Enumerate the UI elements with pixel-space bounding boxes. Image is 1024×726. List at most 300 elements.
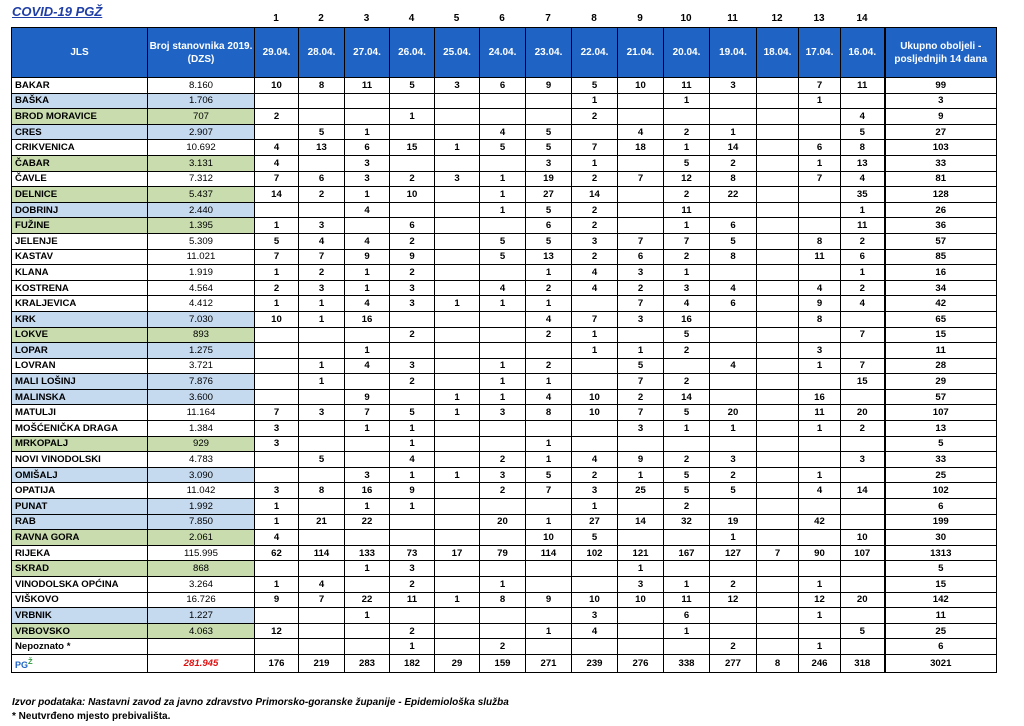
case-count-cell — [664, 639, 710, 655]
table-row — [12, 358, 997, 374]
case-count-cell: 5 — [710, 233, 757, 249]
column-number: 9 — [637, 13, 643, 24]
case-count-cell: 1 — [664, 577, 710, 593]
column-number: 3 — [363, 13, 370, 24]
case-count-cell — [664, 561, 710, 577]
case-count-cell: 5 — [618, 358, 664, 374]
case-count-cell: 6 — [618, 249, 664, 265]
case-count-cell — [841, 389, 885, 405]
case-count-cell — [572, 124, 618, 140]
column-number: 1 — [273, 13, 279, 24]
case-count-cell — [618, 155, 664, 171]
case-count-cell: 6 — [526, 218, 572, 234]
case-count-cell: 4 — [710, 358, 757, 374]
population-cell: 7.850 — [148, 514, 255, 530]
case-count-cell — [255, 452, 299, 468]
case-count-cell: 1 — [480, 171, 526, 187]
population-cell: 7.876 — [148, 374, 255, 390]
case-count-cell: 2 — [664, 124, 710, 140]
table-row — [12, 343, 997, 359]
case-count-cell: 27 — [572, 514, 618, 530]
population-total: 281.945 — [148, 654, 255, 672]
case-count-cell: 1 — [435, 467, 480, 483]
case-count-cell — [526, 109, 572, 125]
case-count-cell: 8 — [799, 233, 841, 249]
case-count-cell: 8 — [710, 249, 757, 265]
population-cell: 1.395 — [148, 218, 255, 234]
municipality-name: DELNICE — [12, 187, 148, 203]
case-count-cell — [799, 499, 841, 515]
case-count-cell: 22 — [345, 514, 390, 530]
day-total-cell: 239 — [572, 654, 618, 672]
row-total-cell: 29 — [885, 374, 997, 390]
case-count-cell: 1 — [526, 374, 572, 390]
table-row — [12, 421, 997, 437]
case-count-cell: 1 — [480, 389, 526, 405]
case-count-cell: 13 — [299, 140, 345, 156]
row-total-cell: 11 — [885, 608, 997, 624]
case-count-cell: 3 — [618, 421, 664, 437]
case-count-cell: 2 — [841, 233, 885, 249]
case-count-cell: 90 — [799, 545, 841, 561]
case-count-cell — [480, 218, 526, 234]
page-title: COVID-19 PGŽ — [12, 4, 103, 19]
municipality-name: KRALJEVICA — [12, 296, 148, 312]
table-row — [12, 514, 997, 530]
case-count-cell: 2 — [572, 171, 618, 187]
case-count-cell: 7 — [618, 233, 664, 249]
case-count-cell: 1 — [526, 296, 572, 312]
case-count-cell: 9 — [345, 249, 390, 265]
column-number: 4 — [408, 13, 415, 24]
case-count-cell: 5 — [526, 124, 572, 140]
case-count-cell: 1 — [480, 202, 526, 218]
row-total-cell: 1313 — [885, 545, 997, 561]
population-cell: 115.995 — [148, 545, 255, 561]
row-total-cell: 9 — [885, 109, 997, 125]
case-count-cell — [526, 93, 572, 109]
population-cell: 2.061 — [148, 530, 255, 546]
case-count-cell: 5 — [255, 233, 299, 249]
case-count-cell: 3 — [572, 233, 618, 249]
case-count-cell — [757, 389, 799, 405]
case-count-cell — [435, 561, 480, 577]
municipality-name: KOSTRENA — [12, 280, 148, 296]
case-count-cell: 114 — [299, 545, 345, 561]
case-count-cell — [345, 623, 390, 639]
table-row — [12, 280, 997, 296]
case-count-cell: 3 — [618, 311, 664, 327]
header-date: 25.04. — [435, 28, 480, 78]
population-cell: 1.919 — [148, 265, 255, 281]
case-count-cell: 1 — [435, 140, 480, 156]
case-count-cell — [757, 280, 799, 296]
case-count-cell: 1 — [390, 639, 435, 655]
case-count-cell — [841, 561, 885, 577]
case-count-cell: 8 — [799, 311, 841, 327]
case-count-cell: 3 — [526, 155, 572, 171]
case-count-cell: 11 — [841, 78, 885, 94]
row-total-cell: 6 — [885, 639, 997, 655]
case-count-cell: 35 — [841, 187, 885, 203]
case-count-cell: 3 — [299, 280, 345, 296]
case-count-cell: 1 — [799, 155, 841, 171]
case-count-cell: 7 — [841, 327, 885, 343]
case-count-cell: 1 — [255, 265, 299, 281]
case-count-cell — [757, 639, 799, 655]
case-count-cell — [618, 187, 664, 203]
case-count-cell: 1 — [664, 140, 710, 156]
case-count-cell: 1 — [572, 327, 618, 343]
table-row — [12, 249, 997, 265]
case-count-cell — [299, 561, 345, 577]
case-count-cell — [618, 639, 664, 655]
case-count-cell: 10 — [618, 592, 664, 608]
municipality-name: KLANA — [12, 265, 148, 281]
case-count-cell — [757, 358, 799, 374]
case-count-cell: 3 — [255, 421, 299, 437]
case-count-cell — [618, 530, 664, 546]
case-count-cell — [799, 265, 841, 281]
case-count-cell: 1 — [664, 265, 710, 281]
case-count-cell: 3 — [480, 405, 526, 421]
case-count-cell: 1 — [799, 467, 841, 483]
row-total-cell: 25 — [885, 467, 997, 483]
column-number: 2 — [318, 13, 324, 24]
row-total-cell: 57 — [885, 233, 997, 249]
case-count-cell: 3 — [255, 436, 299, 452]
case-count-cell: 1 — [799, 608, 841, 624]
case-count-cell — [710, 561, 757, 577]
case-count-cell — [435, 343, 480, 359]
municipality-name: ČAVLE — [12, 171, 148, 187]
case-count-cell: 7 — [799, 78, 841, 94]
municipality-name: CRIKVENICA — [12, 140, 148, 156]
case-count-cell — [799, 124, 841, 140]
case-count-cell — [618, 109, 664, 125]
population-cell: 8.160 — [148, 78, 255, 94]
municipality-name: OPATIJA — [12, 483, 148, 499]
table-row — [12, 233, 997, 249]
municipality-name: MALI LOŠINJ — [12, 374, 148, 390]
case-count-cell: 1 — [345, 561, 390, 577]
row-total-cell: 65 — [885, 311, 997, 327]
case-count-cell: 27 — [526, 187, 572, 203]
municipality-name: RAB — [12, 514, 148, 530]
case-count-cell: 4 — [526, 311, 572, 327]
day-total-cell: 8 — [757, 654, 799, 672]
case-count-cell — [255, 467, 299, 483]
case-count-cell: 5 — [480, 233, 526, 249]
case-count-cell: 12 — [799, 592, 841, 608]
case-count-cell: 3 — [390, 561, 435, 577]
case-count-cell: 10 — [572, 405, 618, 421]
case-count-cell: 1 — [390, 109, 435, 125]
municipality-name: BROD MORAVICE — [12, 109, 148, 125]
case-count-cell: 4 — [841, 296, 885, 312]
case-count-cell: 3 — [345, 155, 390, 171]
case-count-cell: 7 — [618, 405, 664, 421]
case-count-cell: 1 — [799, 639, 841, 655]
population-cell: 4.783 — [148, 452, 255, 468]
day-total-cell: 246 — [799, 654, 841, 672]
municipality-name: MRKOPALJ — [12, 436, 148, 452]
case-count-cell: 2 — [841, 280, 885, 296]
case-count-cell: 2 — [710, 155, 757, 171]
row-total-cell: 28 — [885, 358, 997, 374]
case-count-cell: 5 — [480, 140, 526, 156]
case-count-cell: 4 — [255, 530, 299, 546]
case-count-cell: 3 — [572, 608, 618, 624]
day-total-cell: 182 — [390, 654, 435, 672]
case-count-cell: 17 — [435, 545, 480, 561]
population-cell: 3.600 — [148, 389, 255, 405]
grand-total-cell: 3021 — [885, 654, 997, 672]
case-count-cell — [799, 530, 841, 546]
case-count-cell: 16 — [345, 311, 390, 327]
case-count-cell — [664, 109, 710, 125]
case-count-cell: 1 — [435, 592, 480, 608]
case-count-cell — [480, 499, 526, 515]
case-count-cell — [435, 577, 480, 593]
case-count-cell: 16 — [664, 311, 710, 327]
day-total-cell: 29 — [435, 654, 480, 672]
case-count-cell: 1 — [255, 296, 299, 312]
case-count-cell: 14 — [710, 140, 757, 156]
day-total-cell: 338 — [664, 654, 710, 672]
case-count-cell — [710, 265, 757, 281]
case-count-cell: 1 — [480, 374, 526, 390]
case-count-cell: 4 — [572, 452, 618, 468]
row-total-cell: 15 — [885, 577, 997, 593]
case-count-cell: 1 — [618, 343, 664, 359]
case-count-cell — [757, 374, 799, 390]
case-count-cell — [435, 109, 480, 125]
case-count-cell: 102 — [572, 545, 618, 561]
row-total-cell: 34 — [885, 280, 997, 296]
row-total-cell: 30 — [885, 530, 997, 546]
case-count-cell: 18 — [618, 140, 664, 156]
case-count-cell: 19 — [710, 514, 757, 530]
population-cell: 11.164 — [148, 405, 255, 421]
case-count-cell — [757, 561, 799, 577]
case-count-cell: 3 — [255, 483, 299, 499]
case-count-cell — [435, 452, 480, 468]
case-count-cell: 15 — [390, 140, 435, 156]
case-count-cell: 62 — [255, 545, 299, 561]
population-cell: 1.706 — [148, 93, 255, 109]
case-count-cell: 1 — [841, 265, 885, 281]
source-note: Izvor podataka: Nastavni zavod za javno zdravstvo Primorsko-goranske županije - Epidemiološka služba — [12, 697, 509, 708]
table-row — [12, 218, 997, 234]
header-date: 23.04. — [526, 28, 572, 78]
case-count-cell: 4 — [618, 124, 664, 140]
case-count-cell: 2 — [299, 187, 345, 203]
case-count-cell: 7 — [255, 249, 299, 265]
case-count-cell: 4 — [299, 577, 345, 593]
case-count-cell: 4 — [572, 623, 618, 639]
case-count-cell — [757, 140, 799, 156]
case-count-cell — [799, 109, 841, 125]
case-count-cell: 1 — [345, 124, 390, 140]
case-count-cell — [757, 155, 799, 171]
case-count-cell: 2 — [841, 421, 885, 437]
case-count-cell: 6 — [799, 140, 841, 156]
case-count-cell: 2 — [390, 577, 435, 593]
case-count-cell — [757, 265, 799, 281]
case-count-cell: 11 — [390, 592, 435, 608]
case-count-cell — [299, 499, 345, 515]
case-count-cell — [255, 608, 299, 624]
population-cell: 3.264 — [148, 577, 255, 593]
case-count-cell: 1 — [526, 265, 572, 281]
case-count-cell: 1 — [480, 187, 526, 203]
case-count-cell — [841, 577, 885, 593]
case-count-cell: 4 — [841, 171, 885, 187]
case-count-cell — [255, 561, 299, 577]
case-count-cell: 5 — [664, 483, 710, 499]
case-count-cell: 1 — [526, 452, 572, 468]
case-count-cell — [480, 623, 526, 639]
case-count-cell: 15 — [841, 374, 885, 390]
case-count-cell — [572, 296, 618, 312]
row-total-cell: 3 — [885, 93, 997, 109]
case-count-cell — [841, 311, 885, 327]
case-count-cell: 1 — [345, 608, 390, 624]
table-row — [12, 467, 997, 483]
case-count-cell: 5 — [480, 249, 526, 265]
case-count-cell — [757, 608, 799, 624]
table-row — [12, 202, 997, 218]
column-number: 13 — [813, 13, 825, 24]
case-count-cell: 14 — [255, 187, 299, 203]
case-count-cell: 1 — [345, 499, 390, 515]
case-count-cell: 127 — [710, 545, 757, 561]
case-count-cell: 79 — [480, 545, 526, 561]
header-population: Broj stanovnika 2019. (DZS) — [148, 28, 255, 78]
case-count-cell: 4 — [345, 296, 390, 312]
case-count-cell — [841, 514, 885, 530]
case-count-cell — [664, 436, 710, 452]
case-count-cell: 6 — [390, 218, 435, 234]
day-total-cell: 219 — [299, 654, 345, 672]
case-count-cell — [299, 530, 345, 546]
case-count-cell — [255, 639, 299, 655]
case-count-cell — [435, 639, 480, 655]
case-count-cell: 3 — [435, 171, 480, 187]
case-count-cell — [618, 499, 664, 515]
case-count-cell: 7 — [299, 592, 345, 608]
case-count-cell: 8 — [299, 78, 345, 94]
table-row — [12, 483, 997, 499]
case-count-cell — [480, 608, 526, 624]
row-total-cell: 26 — [885, 202, 997, 218]
case-count-cell: 1 — [345, 280, 390, 296]
case-count-cell: 21 — [299, 514, 345, 530]
case-count-cell: 2 — [572, 202, 618, 218]
case-count-cell: 5 — [572, 78, 618, 94]
case-count-cell: 11 — [664, 202, 710, 218]
case-count-cell — [757, 436, 799, 452]
table-row — [12, 374, 997, 390]
case-count-cell: 5 — [526, 233, 572, 249]
case-count-cell — [435, 249, 480, 265]
case-count-cell — [255, 327, 299, 343]
case-count-cell: 19 — [526, 171, 572, 187]
case-count-cell: 2 — [572, 218, 618, 234]
population-cell: 11.021 — [148, 249, 255, 265]
case-count-cell — [299, 623, 345, 639]
case-count-cell — [435, 93, 480, 109]
case-count-cell — [799, 623, 841, 639]
case-count-cell — [255, 93, 299, 109]
case-count-cell: 5 — [526, 140, 572, 156]
case-count-cell — [757, 421, 799, 437]
case-count-cell — [757, 577, 799, 593]
case-count-cell: 3 — [710, 78, 757, 94]
case-count-cell — [480, 421, 526, 437]
case-count-cell — [572, 577, 618, 593]
case-count-cell: 7 — [757, 545, 799, 561]
column-number: 12 — [771, 13, 783, 24]
case-count-cell — [390, 93, 435, 109]
municipality-name: OMIŠALJ — [12, 467, 148, 483]
case-count-cell: 11 — [345, 78, 390, 94]
case-count-cell: 4 — [710, 280, 757, 296]
table-row — [12, 405, 997, 421]
column-number: 5 — [453, 13, 460, 24]
case-count-cell: 2 — [572, 467, 618, 483]
municipality-name: Nepoznato * — [12, 639, 148, 655]
case-count-cell — [710, 374, 757, 390]
case-count-cell — [299, 93, 345, 109]
case-count-cell: 1 — [618, 467, 664, 483]
case-count-cell — [572, 639, 618, 655]
population-cell: 893 — [148, 327, 255, 343]
case-count-cell: 4 — [572, 265, 618, 281]
case-count-cell: 1 — [710, 421, 757, 437]
population-cell: 3.721 — [148, 358, 255, 374]
header-date: 24.04. — [480, 28, 526, 78]
case-count-cell: 1 — [435, 405, 480, 421]
row-total-cell: 33 — [885, 452, 997, 468]
case-count-cell: 12 — [664, 171, 710, 187]
case-count-cell — [345, 436, 390, 452]
case-count-cell: 7 — [572, 140, 618, 156]
case-count-cell: 3 — [841, 452, 885, 468]
case-count-cell — [710, 499, 757, 515]
case-count-cell — [299, 202, 345, 218]
case-count-cell — [480, 327, 526, 343]
case-count-cell — [841, 467, 885, 483]
case-count-cell: 11 — [799, 405, 841, 421]
case-count-cell: 2 — [664, 499, 710, 515]
case-count-cell — [664, 530, 710, 546]
case-count-cell: 42 — [799, 514, 841, 530]
case-count-cell: 4 — [841, 109, 885, 125]
case-count-cell: 4 — [345, 202, 390, 218]
municipality-name: LOKVE — [12, 327, 148, 343]
header-date: 20.04. — [664, 28, 710, 78]
case-count-cell: 4 — [799, 483, 841, 499]
case-count-cell — [757, 233, 799, 249]
case-count-cell: 8 — [526, 405, 572, 421]
case-count-cell: 6 — [299, 171, 345, 187]
population-cell: 10.692 — [148, 140, 255, 156]
case-count-cell: 2 — [480, 639, 526, 655]
case-count-cell: 1 — [664, 421, 710, 437]
municipality-name: KRK — [12, 311, 148, 327]
